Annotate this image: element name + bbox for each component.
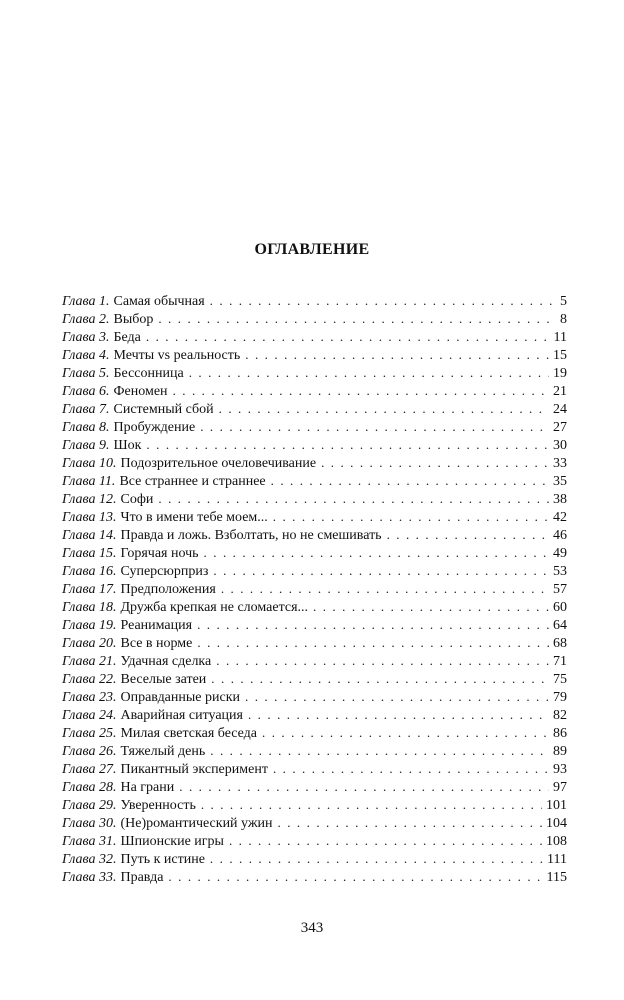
chapter-page-number: 53 xyxy=(553,564,567,579)
chapter-number: Глава 20. xyxy=(62,636,117,651)
chapter-number: Глава 26. xyxy=(62,744,117,759)
dot-leader xyxy=(219,400,549,418)
chapter-page-number: 24 xyxy=(553,402,567,417)
page-title: ОГЛАВЛЕНИЕ xyxy=(254,241,370,258)
dot-leader xyxy=(158,310,555,328)
chapter-title: Выбор xyxy=(113,312,154,327)
chapter-title: Удачная сделка xyxy=(120,654,212,669)
chapter-page-number: 79 xyxy=(553,690,567,705)
chapter-title: Горячая ночь xyxy=(120,546,199,561)
toc-entry xyxy=(62,760,567,778)
chapter-number: Глава 33. xyxy=(62,870,117,885)
chapter-number: Глава 28. xyxy=(62,780,117,795)
toc-entry xyxy=(62,562,567,580)
chapter-page-number: 42 xyxy=(553,510,567,525)
chapter-number: Глава 4. xyxy=(62,348,110,363)
chapter-page-number: 35 xyxy=(553,474,567,489)
toc-entry xyxy=(62,490,567,508)
dot-leader xyxy=(213,562,549,580)
chapter-page-number: 115 xyxy=(546,870,567,885)
toc-entry xyxy=(62,400,567,418)
chapter-number: Глава 7. xyxy=(62,402,110,417)
dot-leader xyxy=(204,544,549,562)
chapter-title: Тяжелый день xyxy=(120,744,206,759)
chapter-title: Путь к истине xyxy=(120,852,205,867)
chapter-number: Глава 27. xyxy=(62,762,117,777)
toc-entry xyxy=(62,742,567,760)
chapter-title: Системный сбой xyxy=(113,402,214,417)
toc-entry xyxy=(62,670,567,688)
toc-entry xyxy=(62,418,567,436)
chapter-title: Суперсюрприз xyxy=(120,564,209,579)
page-number: 343 xyxy=(300,920,324,936)
toc-entry xyxy=(62,652,567,670)
toc-entry xyxy=(62,580,567,598)
chapter-page-number: 71 xyxy=(553,654,567,669)
chapter-page-number: 75 xyxy=(553,672,567,687)
chapter-title: Все страннее и страннее xyxy=(119,474,266,489)
chapter-title: (Не)романтический ужин xyxy=(120,816,273,831)
chapter-page-number: 8 xyxy=(560,312,567,327)
chapter-number: Глава 31. xyxy=(62,834,117,849)
toc-entry xyxy=(62,778,567,796)
chapter-number: Глава 14. xyxy=(62,528,117,543)
chapter-number: Глава 24. xyxy=(62,708,117,723)
chapter-page-number: 89 xyxy=(553,744,567,759)
chapter-title: Феномен xyxy=(113,384,168,399)
chapter-number: Глава 12. xyxy=(62,492,117,507)
chapter-title: Шпионские игры xyxy=(120,834,224,849)
chapter-number: Глава 21. xyxy=(62,654,117,669)
toc-entry xyxy=(62,832,567,850)
chapter-page-number: 30 xyxy=(553,438,567,453)
chapter-page-number: 104 xyxy=(546,816,567,831)
chapter-number: Глава 19. xyxy=(62,618,117,633)
chapter-title: Что в имени тебе моем... xyxy=(120,510,268,525)
dot-leader xyxy=(179,778,549,796)
chapter-number: Глава 11. xyxy=(62,474,116,489)
chapter-number: Глава 16. xyxy=(62,564,117,579)
chapter-title: Софи xyxy=(120,492,154,507)
chapter-title: Пикантный эксперимент xyxy=(120,762,268,777)
chapter-page-number: 82 xyxy=(553,708,567,723)
dot-leader xyxy=(168,868,542,886)
dot-leader xyxy=(146,328,550,346)
chapter-page-number: 68 xyxy=(553,636,567,651)
chapter-number: Глава 18. xyxy=(62,600,117,615)
toc-entry xyxy=(62,328,567,346)
toc-entry xyxy=(62,724,567,742)
chapter-number: Глава 32. xyxy=(62,852,117,867)
dot-leader xyxy=(210,742,549,760)
dot-leader xyxy=(313,598,549,616)
toc-entry xyxy=(62,868,567,886)
dot-leader xyxy=(245,346,549,364)
toc-entry xyxy=(62,544,567,562)
chapter-title: Мечты vs реальность xyxy=(113,348,241,363)
toc-entry xyxy=(62,850,567,868)
toc-entry xyxy=(62,634,567,652)
dot-leader xyxy=(197,634,549,652)
dot-leader xyxy=(201,796,542,814)
toc-entry xyxy=(62,688,567,706)
chapter-title: Беда xyxy=(113,330,141,345)
chapter-page-number: 11 xyxy=(553,330,567,345)
toc-entry xyxy=(62,814,567,832)
toc-entry xyxy=(62,472,567,490)
dot-leader xyxy=(173,382,549,400)
chapter-number: Глава 23. xyxy=(62,690,117,705)
chapter-title: Правда xyxy=(120,870,164,885)
chapter-page-number: 33 xyxy=(553,456,567,471)
dot-leader xyxy=(273,508,549,526)
chapter-title: Правда и ложь. Взболтать, но не смешивать xyxy=(120,528,382,543)
chapter-page-number: 27 xyxy=(553,420,567,435)
chapter-title: Реанимация xyxy=(120,618,193,633)
toc-entry xyxy=(62,706,567,724)
toc-entry xyxy=(62,364,567,382)
toc-entry xyxy=(62,526,567,544)
table-of-contents xyxy=(62,292,567,886)
dot-leader xyxy=(210,850,543,868)
chapter-title: Шок xyxy=(113,438,142,453)
chapter-title: Предположения xyxy=(120,582,216,597)
chapter-page-number: 21 xyxy=(553,384,567,399)
dot-leader xyxy=(216,652,549,670)
chapter-title: На грани xyxy=(120,780,175,795)
chapter-number: Глава 22. xyxy=(62,672,117,687)
chapter-number: Глава 10. xyxy=(62,456,117,471)
dot-leader xyxy=(248,706,549,724)
dot-leader xyxy=(200,418,549,436)
dot-leader xyxy=(211,670,549,688)
dot-leader xyxy=(210,292,555,310)
chapter-title: Дружба крепкая не сломается... xyxy=(120,600,309,615)
chapter-title: Аварийная ситуация xyxy=(120,708,243,723)
chapter-number: Глава 25. xyxy=(62,726,117,741)
chapter-page-number: 93 xyxy=(553,762,567,777)
toc-entry xyxy=(62,436,567,454)
chapter-number: Глава 6. xyxy=(62,384,110,399)
dot-leader xyxy=(271,472,549,490)
chapter-page-number: 46 xyxy=(553,528,567,543)
toc-entry xyxy=(62,310,567,328)
chapter-page-number: 108 xyxy=(546,834,567,849)
dot-leader xyxy=(387,526,549,544)
chapter-number: Глава 1. xyxy=(62,294,110,309)
chapter-number: Глава 30. xyxy=(62,816,117,831)
toc-entry xyxy=(62,382,567,400)
toc-entry xyxy=(62,454,567,472)
chapter-title: Пробуждение xyxy=(113,420,196,435)
chapter-title: Бессонница xyxy=(113,366,184,381)
toc-entry xyxy=(62,292,567,310)
chapter-page-number: 111 xyxy=(547,852,567,867)
chapter-number: Глава 2. xyxy=(62,312,110,327)
chapter-number: Глава 17. xyxy=(62,582,117,597)
chapter-number: Глава 15. xyxy=(62,546,117,561)
chapter-title: Милая светская беседа xyxy=(120,726,258,741)
chapter-page-number: 97 xyxy=(553,780,567,795)
chapter-title: Все в норме xyxy=(120,636,193,651)
dot-leader xyxy=(189,364,549,382)
chapter-title: Подозрительное очеловечивание xyxy=(120,456,317,471)
chapter-title: Оправданные риски xyxy=(120,690,241,705)
chapter-page-number: 86 xyxy=(553,726,567,741)
chapter-page-number: 101 xyxy=(546,798,567,813)
chapter-number: Глава 8. xyxy=(62,420,110,435)
chapter-title: Уверенность xyxy=(120,798,196,813)
chapter-title: Самая обычная xyxy=(113,294,205,309)
dot-leader xyxy=(197,616,549,634)
toc-entry xyxy=(62,508,567,526)
chapter-number: Глава 9. xyxy=(62,438,110,453)
chapter-number: Глава 29. xyxy=(62,798,117,813)
dot-leader xyxy=(278,814,542,832)
chapter-page-number: 60 xyxy=(553,600,567,615)
dot-leader xyxy=(245,688,549,706)
chapter-title: Веселые затеи xyxy=(120,672,207,687)
chapter-page-number: 57 xyxy=(553,582,567,597)
dot-leader xyxy=(273,760,549,778)
dot-leader xyxy=(262,724,549,742)
dot-leader xyxy=(229,832,542,850)
chapter-page-number: 49 xyxy=(553,546,567,561)
chapter-page-number: 15 xyxy=(553,348,567,363)
toc-entry xyxy=(62,346,567,364)
dot-leader xyxy=(146,436,549,454)
chapter-page-number: 64 xyxy=(553,618,567,633)
toc-entry xyxy=(62,616,567,634)
toc-entry xyxy=(62,796,567,814)
chapter-number: Глава 5. xyxy=(62,366,110,381)
dot-leader xyxy=(158,490,549,508)
toc-entry xyxy=(62,598,567,616)
chapter-page-number: 5 xyxy=(560,294,567,309)
dot-leader xyxy=(221,580,549,598)
dot-leader xyxy=(321,454,549,472)
chapter-page-number: 38 xyxy=(553,492,567,507)
chapter-number: Глава 3. xyxy=(62,330,110,345)
chapter-page-number: 19 xyxy=(553,366,567,381)
chapter-number: Глава 13. xyxy=(62,510,117,525)
